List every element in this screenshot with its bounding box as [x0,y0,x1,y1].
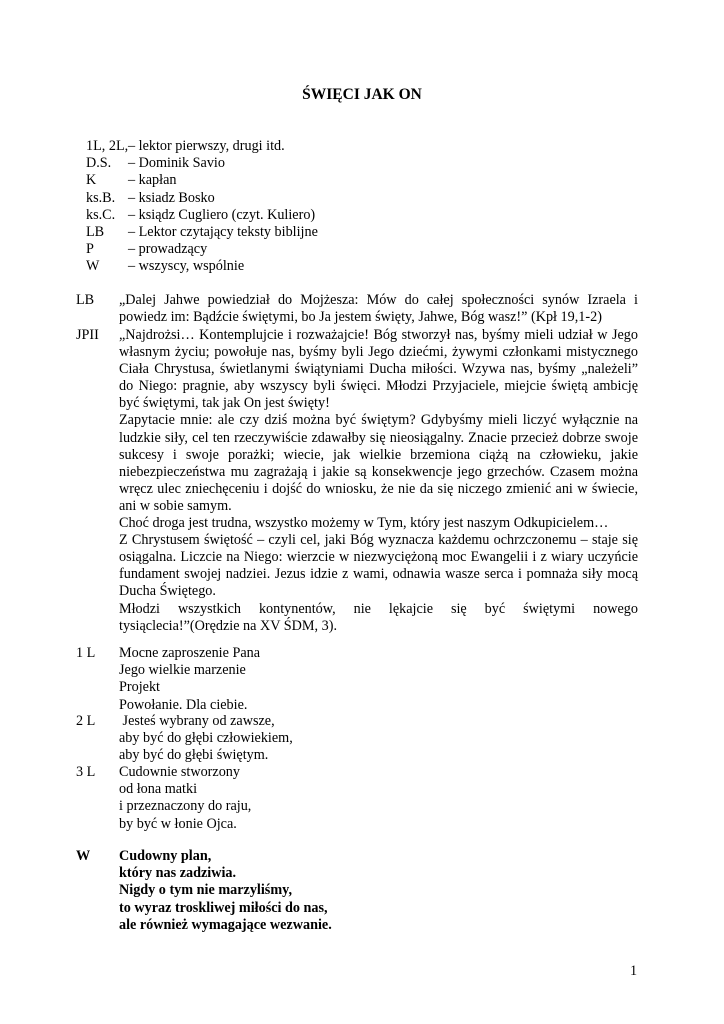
legend-desc: – prowadzący [128,241,208,258]
legend-row [86,172,318,189]
legend-abbr: 1L, 2L, [86,138,129,154]
section-1l [76,645,638,714]
legend-abbr: LB [86,223,105,240]
section-lb [76,292,638,326]
speaker-label: 1 L [76,645,96,661]
legend-row [86,155,318,172]
section-w [76,848,638,934]
legend-row [86,190,318,207]
jpii-paragraph: Zapytacie mnie: ale czy dziś można być świętym? Gdybyśmy mieli liczyć wyłącznie na ludzkie siły, cel ten rzeczywiście zdawałby się nieosiągalny. Znacie przecież dobrze swoje sukcesy i swoje porażki; wiecie, jak wielkie brzemiona ciążą na człowieku, jakie niebezpieczeństwa mu zagrażają i jakie są konsekwencje jego grzechów. Czasem można wręcz ulec zniechęceniu i dojść do wniosku, że nie da się niczego zmienić ani w świecie, ani w sobie samym. [119,412,638,514]
legend-desc: – Lektor czytający teksty biblijne [128,223,318,240]
verse-line: Cudowny plan, [119,848,212,864]
jpii-paragraph: Choć droga jest trudna, wszystko możemy w Tym, który jest naszym Odkupicielem… [119,515,609,532]
verse-line: od łona matki [119,781,198,798]
lb-text: „Dalej Jahwe powiedział do Mojżesza: Mów do całej społeczności synów Izraela i powiedz im: Bądźcie świętymi, bo Ja jestem święty, Jahwe, Bóg wasz!” (Kpł 19,1-2) [119,292,638,326]
legend-row [86,138,318,155]
speaker-label: JPII [76,327,99,343]
verse-line: Jesteś wybrany od zawsze, [119,713,275,729]
verse-line: Mocne zaproszenie Pana [119,645,261,661]
jpii-paragraph: Z Chrystusem świętość – czyli cel, jaki Bóg wyznacza każdemu ochrzczonemu – staje się osiągalna. Liczcie na Niego: wierzcie w niezwyciężoną moc Ewangelii i z wiary uczyńcie fundament swojej nadziei. Jezus idzie z wami, odnawia wasze serca i pomnaża siły mocą Ducha Świętego. [119,532,638,600]
jpii-paragraph: Młodzi wszystkich kontynentów, nie lękajcie się być świętymi nowego [119,600,638,617]
verse-line: aby być do głębi świętym. [119,747,269,764]
legend-row [86,241,318,258]
section-3l [76,764,638,833]
legend-desc: – lektor pierwszy, drugi itd. [128,138,285,154]
legend-abbr: W [86,258,100,275]
verse-line: aby być do głębi człowiekiem, [119,730,293,747]
verse-line: by być w łonie Ojca. [119,815,237,832]
legend-row [86,207,318,224]
legend-desc: – ksiądz Cugliero (czyt. Kuliero) [128,206,316,223]
verse-line: Projekt [119,679,160,696]
speaker-legend [86,138,318,276]
verse-line: Powołanie. Dla ciebie. [119,696,248,713]
legend-abbr: ks.B. [86,189,116,206]
verse-line: i przeznaczony do raju, [119,798,252,815]
legend-desc: – wszyscy, wspólnie [128,258,245,275]
speaker-label: W [76,848,91,864]
section-jpii [76,327,638,635]
legend-desc: – Dominik Savio [128,155,225,172]
speaker-label: 3 L [76,764,96,780]
verse-line: ale również wymagające wezwanie. [119,916,332,933]
verse-line: który nas zadziwia. [119,865,237,882]
legend-row [86,224,318,241]
legend-abbr: D.S. [86,155,112,172]
verse-line: to wyraz troskliwej miłości do nas, [119,899,328,916]
legend-abbr: K [86,172,97,189]
legend-desc: – kapłan [128,172,177,189]
verse-line: Cudownie stworzony [119,764,240,780]
verse-line: Nigdy o tym nie marzyliśmy, [119,882,292,899]
legend-abbr: P [86,241,94,258]
legend-abbr: ks.C. [86,206,116,223]
legend-row [86,258,318,275]
speaker-label: LB [76,292,95,308]
jpii-paragraph: „Najdrożsi… Kontemplujcie i rozważajcie! Bóg stworzył nas, byśmy mieli udział w Jego własnym życiu; powołuje nas, byśmy byli Jego dziećmi, żywymi członkami mistycznego Ciała Chrystusa, świetlanymi świątyniami Ducha miłości. Wzywa nas, byśmy „należeli” do Niego: pragnie, aby wszyscy byli święci. Młodzi Przyjaciele, miejcie świętą ambicję być świętymi, tak jak On jest święty! [119,327,638,412]
page-number: 1 [630,963,638,979]
section-2l [76,713,638,765]
verse-line: Jego wielkie marzenie [119,662,246,679]
page-title: ŚWIĘCI JAK ON [302,86,422,103]
speaker-label: 2 L [76,713,96,729]
jpii-paragraph: tysiąclecia!”(Orędzie na XV ŚDM, 3). [119,617,337,634]
legend-desc: – ksiadz Bosko [128,189,215,206]
